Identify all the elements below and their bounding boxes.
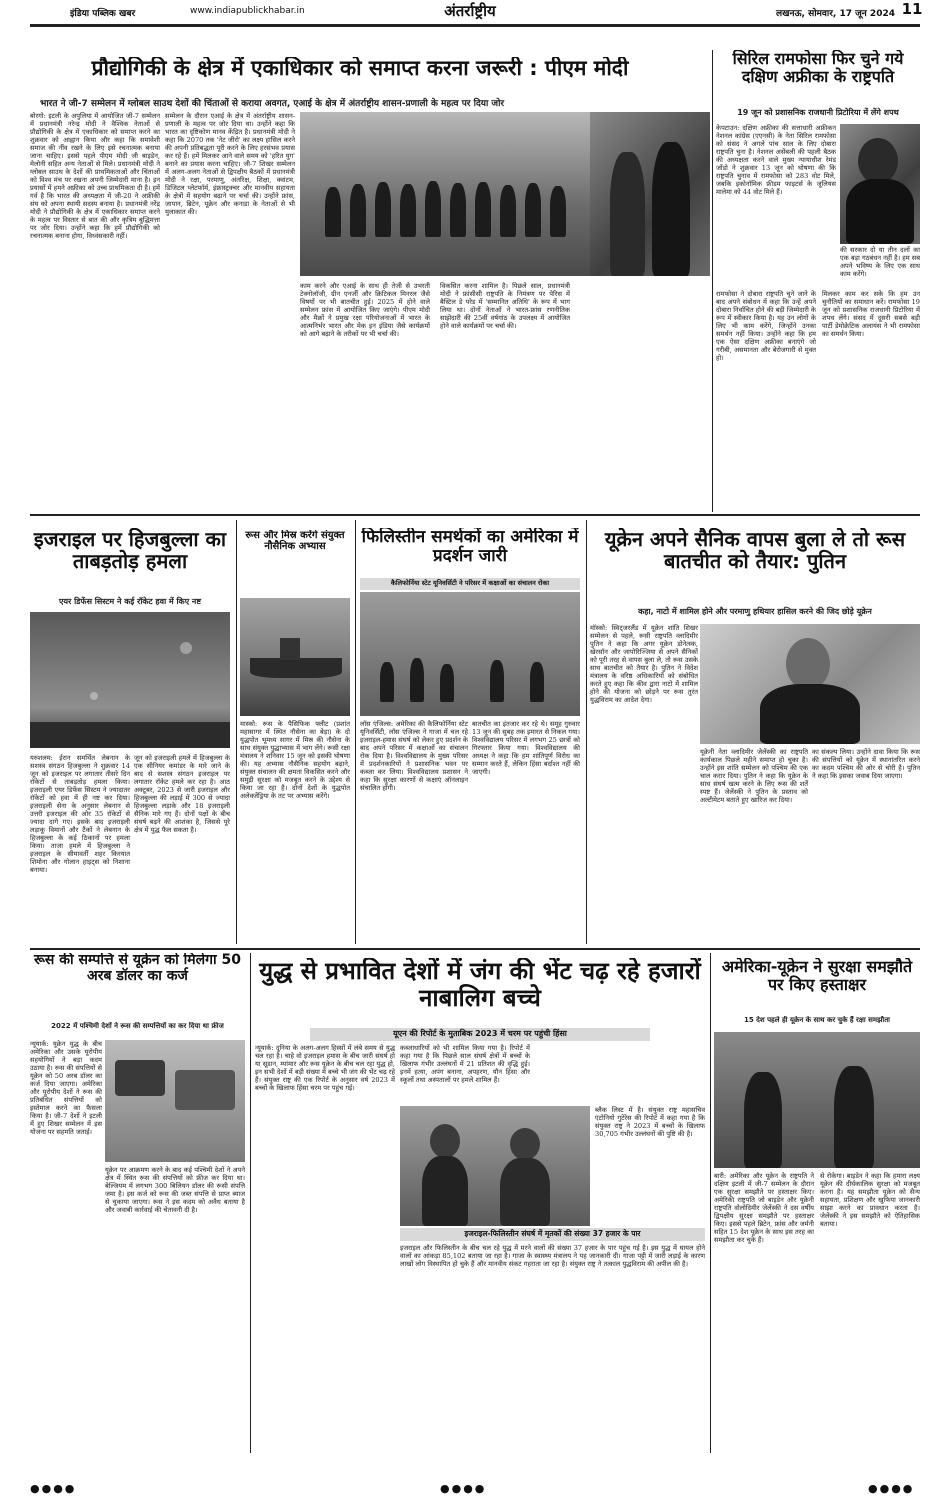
hezbollah-text-2: जून को इजराइली हमले में हिजबुल्ला के एक सीनियर कमांडर के मारे जाने के बाद से सशस्त्र संगठन इजराइल पर लगातार रॉकेट हमले कर रहा है। आठ अक्टूबर, 2023 से जारी इजराइल और हिजबुल्ला की लड़ाई में 300 से ज्यादा हिजबुल्ला लड़ाके और 18 इजराइली सैनिक मारे गए हैं। दोनों पक्षों के बीच संघर्ष बढ़ने की आशंका है, जिससे पूरे क्षेत्र में युद्ध फैल सकता है। <box>134 754 230 835</box>
children-text-4: इजराइल और फिलिस्तीन के बीच चल रहे युद्ध में मरने वालों की संख्या 37 हजार के पार पहुंच गई है। इस युद्ध में घायल होने वालों का आंकड़ा 85,102 बताया जा रहा है। गाजा के स्वास्थ्य मंत्रालय ने यह जानकारी दी। गाजा पट्टी में जारी लड़ाई के कारण लाखों लोग विस्थापित हो चुके हैं और मानवीय संकट गहराता जा रहा है। संयुक्त राष्ट्र ने तत्काल युद्धविराम की अपील की है। <box>400 1244 705 1269</box>
children-text-1: न्यूयार्क: दुनिया के अलग-अलग हिस्सों में लंबे समय से युद्ध चल रहा है। चाहे वो इजराइल हमास के बीच जारी संघर्ष हो या सूडान, म्यांमार और रूस यूक्रेन के बीच चल रहा युद्ध हो, इन सभी देशों में बड़ी संख्या में बच्चे भी जंग की भेंट चढ़ रहे हैं। संयुक्त राष्ट्र की एक रिपोर्ट के अनुसार वर्ष 2023 में बच्चों के खिलाफ हिंसा चरम पर पहुंच गई। <box>255 1044 395 1093</box>
putin-headline: यूक्रेन अपने सैनिक वापस बुला ले तो रूस बातचीत को तैयार: पुतिन <box>604 528 906 574</box>
ramaphosa-text-1: केपटाउन: दक्षिण अफ्रीका की सत्ताधारी अफ्रीकन नेशनल कांग्रेस (एएनसी) के नेता सिरिल रामफोसा को संसद ने अगले पांच साल के लिए दोबारा राष्ट्रपति चुना है। नेशनल असेंबली की पहली बैठक की अध्यक्षता करने वाले मुख्य न्यायाधीश रेमंड जोंडो ने शुक्रवार 13 जून को घोषणा की कि राष्ट्रपति चुनाव में रामफोसा को 283 वोट मिले, जबकि इकोनॉमिक फ्रीडम फाइटर्स के जूलियस मालेमा को 44 वोट मिले हैं। <box>716 124 836 197</box>
war-children-photo <box>400 1106 590 1226</box>
children-text-3: ब्लैक लिस्ट में है। संयुक्त राष्ट्र महासचिव एंटोनियो गुटेरेस की रिपोर्ट में कहा गया है कि संयुक्त राष्ट्र ने 2023 में बच्चों के खिलाफ 30,705 गंभीर उल्लंघनों की पुष्टि की है। <box>595 1106 705 1139</box>
column-divider <box>712 50 713 512</box>
hezbollah-headline: इजराइल पर हिजबुल्ला का ताबड़तोड़ हमला <box>33 528 227 574</box>
modi-biden-photo <box>590 112 710 276</box>
putin-text-3: का संकल्प लिया। उन्होंने दावा किया कि रूस की संपत्तियों को यूक्रेन में स्थानांतरित करने का कदम पश्चिम की ओर से चोरी है। पुतिन ने कहा कि इसका जवाब दिया जाएगा। <box>812 748 920 781</box>
palestine-text-1: लॉस एंजिल्स: अमेरिका की कैलिफोर्निया स्टेट यूनिवर्सिटी, लॉस एंजिल्स ने गाजा में चल रहे इजराइल-हमास संघर्ष को लेकर हुए प्रदर्शन के बाद अपने परिसर में कक्षाओं का संचालन रोक दिया है। विश्वविद्यालय के मुख्य परिसर में प्रदर्शनकारियों ने प्रशासनिक भवन पर कब्जा कर लिया। विश्वविद्यालय प्रशासन ने कहा कि सुरक्षा कारणों से कक्षाएं ऑनलाइन संचालित होंगी। <box>360 720 468 793</box>
masthead-rule <box>30 24 920 27</box>
issue-date: लखनऊ, सोमवार, 17 जून 2024 <box>776 9 895 19</box>
paper-name: इंडिया पब्लिक खबर <box>70 9 136 19</box>
ramaphosa-text-4: मिलकर काम कर सके कि हम उन चुनौतियों का समाधान करें। रामफोसा 19 जून को प्रशासनिक राजधानी प्रिटोरिया में शपथ लेंगे। संसद में दूसरी सबसे बड़ी पार्टी डेमोक्रेटिक अलायंस ने भी रामफोसा का समर्थन किया। <box>822 290 920 339</box>
ramaphosa-text-2: की सरकार दो या तीन दलों का एक बड़ा गठबंधन नहीं है। हम सब अपने भविष्य के लिए एक साथ काम करेंगे। <box>840 246 920 279</box>
masthead <box>0 0 945 40</box>
assets-text-2: यूक्रेन पर आक्रमण करने के बाद कई पश्चिमी देशों ने अपने क्षेत्र में स्थित रूस की संपत्तियों को फ्रीज कर दिया था। बेल्जियम में लगभग 300 बिलियन डॉलर की रूसी संपत्ति जमा है। इस कर्ज को रूस की जब्त संपत्ति से प्राप्त ब्याज से चुकाया जाएगा। रूस ने इस कदम को अवैध बताया है और जवाबी कार्रवाई की चेतावनी दी है। <box>105 1166 245 1215</box>
children-caption: इजराइल-फिलिस्तीन संघर्ष में मृतकों की संख्या 37 हजार के पार <box>400 1228 705 1241</box>
section-rule-2 <box>30 948 920 950</box>
lead-col-4: विकसित करना शामिल है। पिछले साल, प्रधानमंत्री मोदी ने फ्रांसीसी राष्ट्रपति के निमंत्रण पर पेरिस में बैस्टिल डे परेड में 'सम्मानित अतिथि' के रूप में भाग लिया था। दोनों नेताओं ने भारत-फ्रांस रणनीतिक साझेदारी की 25वीं वर्षगांठ के उपलक्ष्य में आयोजित होने वाले कार्यक्रमों पर चर्चा की। <box>440 282 570 331</box>
lead-col-2: सम्मेलन के दौरान एआई के क्षेत्र में अंतर्राष्ट्रीय शासन-प्रणाली के महत्व पर जोर दिया था। उन्होंने कहा कि भारत का दृष्टिकोण मानव केंद्रित है। प्रधानमंत्री मोदी ने कहा कि 2070 तक 'नेट जीरो' का लक्ष्य हासिल करने की अपनी प्रतिबद्धता पूरी करने के लिए हरसंभव प्रयास कर रहे हैं। हमें मिलकर आने वाले समय को 'हरित युग' बनाने का प्रयास करना चाहिए। जी-7 शिखर सम्मेलन में अलग-अलग नेताओं से द्विपक्षीय बैठकों में प्रधानमंत्री मोदी ने रक्षा, परमाणु, अंतरिक्ष, शिक्षा, क्वांटम, डिजिटल प्लेटफॉर्म, इंफ्रास्ट्रक्चर और मानवीय सहायता के क्षेत्रों में सहयोग बढ़ाने पर चर्चा की। उन्होंने फ्रांस, जापान, ब्रिटेन, यूक्रेन और कनाडा के नेताओं से भी मुलाकात की। <box>165 112 295 217</box>
children-headline: युद्ध से प्रभावित देशों में जंग की भेंट चढ़ रहे हजारों नाबालिग बच्चे <box>259 958 701 1012</box>
hezbollah-subhead: एयर डिफेंस सिस्टम ने कई रॉकेट हवा में किए नष्ट <box>58 597 202 606</box>
palestine-headline: फिलिस्तीन समर्थकों का अमेरिका में प्रदर्शन जारी <box>361 528 579 567</box>
pact-headline: अमेरिका-यूक्रेन ने सुरक्षा समझौते पर किए हस्ताक्षर <box>721 958 913 994</box>
assets-headline: रूस की सम्पत्ति से यूक्रेन को मिलेगा 50 अरब डॉलर का कर्ज <box>34 953 241 984</box>
ramaphosa-photo <box>840 124 920 244</box>
pact-text-1: बारी: अमेरिका और यूक्रेन के राष्ट्रपति ने दक्षिण इटली में जी-7 सम्मेलन के दौरान एक सुरक्षा समझौते पर हस्ताक्षर किए। अमेरिकी राष्ट्रपति जो बाइडेन और यूक्रेनी राष्ट्रपति वोलोदिमीर जेलेंस्की ने दस वर्षीय द्विपक्षीय सुरक्षा समझौते पर हस्ताक्षर किए। इससे पहले ब्रिटेन, फ्रांस और जर्मनी सहित 15 देश यूक्रेन के साथ इस तरह का समझौता कर चुके हैं। <box>714 1172 814 1245</box>
footer-dots-left: ●●●● <box>30 1482 77 1495</box>
protest-photo <box>360 592 580 716</box>
palestine-text-2: बातचीत का इंतजार कर रहे थे। समूह गुरुवार 13 जून की सुबह तक इमारत से निकल गया। विश्वविद्यालय परिसर में लगभग 25 छात्रों को गिरफ्तार किया गया। विश्वविद्यालय की अध्यक्ष ने कहा कि हम शांतिपूर्ण विरोध का सम्मान करते हैं, लेकिन हिंसा बर्दाश्त नहीं की जाएगी। <box>472 720 580 777</box>
column-divider <box>586 520 587 944</box>
warship-photo <box>240 598 350 716</box>
palestine-caption: कैलिफोर्निया स्टेट यूनिवर्सिटी ने परिसर में कक्षाओं का संचालन रोका <box>360 578 580 590</box>
assets-text-1: न्यूयार्क: यूक्रेन युद्ध के बीच अमेरिका और उसके यूरोपीय सहयोगियों ने बड़ा कदम उठाया है। रूस की संपत्तियों से यूक्रेन को 50 अरब डॉलर का कर्ज दिया जाएगा। अमेरिका और यूरोपीय देशों ने रूस की प्रतिबंधित संपत्तियों को इस्तेमाल करने का फैसला किया है। जी-7 देशों ने इटली में हुए शिखर सम्मेलन में इस योजना पर सहमति जताई। <box>30 1040 102 1137</box>
page-number: 11 <box>901 0 923 18</box>
putin-text-1: मॉस्को: स्विट्जरलैंड में यूक्रेन शांति शिखर सम्मेलन से पहले, रूसी राष्ट्रपति व्लादिमीर पुतिन ने कहा कि अगर यूक्रेन डोनेत्स्क, खेरसॉन और जापोरिज्जिया से अपने सैनिकों को पूरी तरह से वापस बुला ले, तो रूस उसके साथ बातचीत को तैयार है। पुतिन ने विदेश मंत्रालय के वरिष्ठ अधिकारियों को संबोधित करते हुए कहा कि कीव द्वारा नाटो में शामिल होने की योजना को छोड़ने पर रूस तुरंत युद्धविराम का आदेश देगा। <box>590 624 698 705</box>
section-title: अंतर्राष्ट्रीय <box>444 2 496 20</box>
assets-subhead: 2022 में पश्चिमी देशों ने रूस की सम्पत्तियों का कर दिया था फ्रीज <box>51 1022 224 1030</box>
children-text-2: कब्जाधारियों को भी शामिल किया गया है। रिपोर्ट में कहा गया है कि पिछले साल संघर्ष क्षेत्रों में बच्चों के खिलाफ गंभीर उल्लंघनों में 21 प्रतिशत की वृद्धि हुई। इनमें हत्या, अपंग बनाना, अपहरण, यौन हिंसा और स्कूलों तथा अस्पतालों पर हमले शामिल हैं। <box>400 1044 530 1085</box>
putin-text-2: यूक्रेनी नेता व्लादिमीर जेलेंस्की का राष्ट्रपति कार्यकाल पिछले महीने समाप्त हो चुका है। उन्होंने इस शांति सम्मेलन को पश्चिम की एक चाल करार दिया। पुतिन ने कहा कि यूक्रेन के साथ संघर्ष खत्म करने के लिए रूस की शर्तें स्पष्ट हैं। जेलेंस्की ने पुतिन के प्रस्ताव को अल्टीमेटम बताते हुए खारिज कर दिया। <box>700 748 808 805</box>
eu-flags-photo <box>105 1040 245 1162</box>
footer-dots-center: ●●●● <box>440 1482 487 1495</box>
lead-subhead: भारत ने जी-7 सम्मेलन में ग्लोबल साउथ देशों की चिंताओं से कराया अवगत, एआई के क्षेत्र में अंतर्राष्ट्रीय शासन-प्रणाली के महत्व पर दिया जोर <box>40 99 505 109</box>
ramaphosa-text-3: रामफोसा ने दोबारा राष्ट्रपति चुने जाने के बाद अपने संबोधन में कहा कि उन्हें अपने दोबारा निर्वाचित होने की बड़ी जिम्मेदारी के रूप में स्वीकार किया है। यह उन लोगों के लिए भी काम करेंगे, जिन्होंने उनका समर्थन नहीं किया। उन्होंने कहा कि हम एक ऐसा दक्षिण अफ्रीका बनाएंगे जो गरीबी, असमानता और बेरोजगारी से मुक्त हो। <box>716 290 816 363</box>
column-divider <box>355 520 356 944</box>
section-rule-1 <box>30 514 920 516</box>
column-divider <box>710 953 711 1453</box>
website-link[interactable]: www.indiapublickhabar.in <box>190 6 305 16</box>
putin-photo <box>700 624 920 744</box>
footer-dots-right: ●●●● <box>868 1482 915 1495</box>
putin-subhead: कहा, नाटो में शामिल होने और परमाणु हथियार हासिल करने की जिद छोड़े यूक्रेन <box>638 607 872 616</box>
lead-headline: प्रौद्योगिकी के क्षेत्र में एकाधिकार को समाप्त करना जरूरी : पीएम मोदी <box>91 57 629 80</box>
ramaphosa-headline: सिरिल रामफोसा फिर चुने गये दक्षिण अफ्रीका के राष्ट्रपति <box>732 50 904 86</box>
lead-col-1: बोरगो: इटली के अपुलिया में आयोजित जी-7 सम्मेलन में प्रधानमंत्री नरेन्द्र मोदी ने वैश्विक नेताओं से प्रौद्योगिकी के क्षेत्र में एकाधिकार को समाप्त करने का शुक्रवार को आह्वान किया और कहा कि समावेशी समाज की नींव रखने के लिए इसे रचनात्मक बनाया जाना चाहिए। इससे पहले पीएम मोदी जी बाइडेन, मेलोनी सहित अन्य नेताओं से मिले। प्रधानमंत्री मोदी ने ग्लोबल साउथ के देशों की प्राथमिकताओं और चिंताओं को विश्व मंच पर रखना अपनी जिम्मेदारी माना है। इन प्रयासों में हमने अफ्रीका को उच्च प्राथमिकता दी है। हमें गर्व है कि भारत की अध्यक्षता में जी-20 ने अफ्रीकी संघ को अपना स्थायी सदस्य बनाया है। प्रधानमंत्री नरेंद्र मोदी ने प्रौद्योगिकी के क्षेत्र में एकाधिकार समाप्त करने के महत्व पर विस्तार से बात की और कृत्रिम बुद्धिमत्ता पर जोर दिया। उन्होंने कहा कि हमें प्रौद्योगिकी को रचनात्मक बनाना होगा, विध्वंसकारी नहीं। <box>30 112 160 241</box>
children-subhead: यूएन की रिपोर्ट के मुताबिक 2023 में चरम पर पहुंची हिंसा <box>310 1028 650 1041</box>
putin-text-1b <box>590 748 698 944</box>
ramaphosa-subhead: 19 जून को प्रशासनिक राजधानी प्रिटोरिया में लेंगे शपथ <box>737 108 899 117</box>
hezbollah-text-1: यरुशलम: ईरान समर्थित लेबनान के सशस्त्र संगठन हिजबुल्ला ने शुक्रवार 14 जून को इजराइल पर लगातार तीसरे दिन रॉकेटों से ताबड़तोड़ हमला किया। इजराइली एयर डिफेंस सिस्टम ने ज्यादातर रॉकेटों को हवा में ही नष्ट कर दिया। इजराइली सेना के अनुसार लेबनान से उत्तरी इजराइल की ओर 35 रॉकेटों से ज्यादा दागे गए। इसके बाद इजराइली लड़ाकू विमानों और टैंकों ने लेबनान के हिजबुल्ला के कई ठिकानों पर हमला किया। ताजा हमले में हिजबुल्ला ने इजराइल के सीमावर्ती शहर किरयात शिमोना और गोलान हाइट्स को निशाना बनाया। <box>30 754 130 875</box>
column-divider <box>236 520 237 944</box>
column-divider <box>250 953 251 1453</box>
naval-headline: रूस और मिस्र करेंगे संयुक्त नौसैनिक अभ्यास <box>245 530 345 553</box>
biden-zelensky-photo <box>714 1032 920 1168</box>
hezbollah-rocket-photo <box>30 612 230 748</box>
naval-text: मास्को: रूस के पैसिफिक फ्लीट (प्रशांत महासागर में स्थित नौसेना का बेड़ा) के दो युद्धपोत भूमध्य सागर में मिस्र की नौसेना के साथ संयुक्त युद्धाभ्यास में भाग लेंगे। रूसी रक्षा मंत्रालय ने शनिवार 15 जून को इसकी घोषणा की। यह अभ्यास नौसैनिक सहयोग बढ़ाने, संयुक्त संचालन की क्षमता विकसित करने और समुद्री सुरक्षा को मजबूत करने के उद्देश्य से किया जा रहा है। दोनों देशों के युद्धपोत अलेक्जेंड्रिया के तट पर अभ्यास करेंगे। <box>240 720 350 801</box>
g7-group-photo <box>300 112 590 276</box>
pact-text-2: से रोकेगा। बाइडेन ने कहा कि हमारा लक्ष्य यूक्रेन की दीर्घकालिक सुरक्षा को मजबूत करना है। यह समझौता यूक्रेन को सैन्य सहायता, प्रशिक्षण और खुफिया जानकारी साझा करने का प्रावधान करता है। जेलेंस्की ने इस समझौते को ऐतिहासिक बताया। <box>820 1172 920 1229</box>
lead-col-3: काम करने और एआई के साथ ही तेजी से उभरती टेक्नोलॉजी, ग्रीन एनर्जी और क्रिटिकल मिनरल जैसे विषयों पर भी बातचीत हुई। 2025 में होने वाले सम्मेलन फ्रांस में आयोजित किए जाएंगे। पीएम मोदी और मैक्रों ने प्रमुख रक्षा परियोजनाओं में भारत के आत्मनिर्भर भारत और मेक इन इंडिया जैसे कार्यक्रमों को आगे बढ़ाने के तरीकों पर भी चर्चा की। <box>300 282 430 339</box>
pact-subhead: 15 देश पहले ही यूक्रेन के साथ कर चुके हैं रक्षा समझौता <box>743 1016 890 1024</box>
